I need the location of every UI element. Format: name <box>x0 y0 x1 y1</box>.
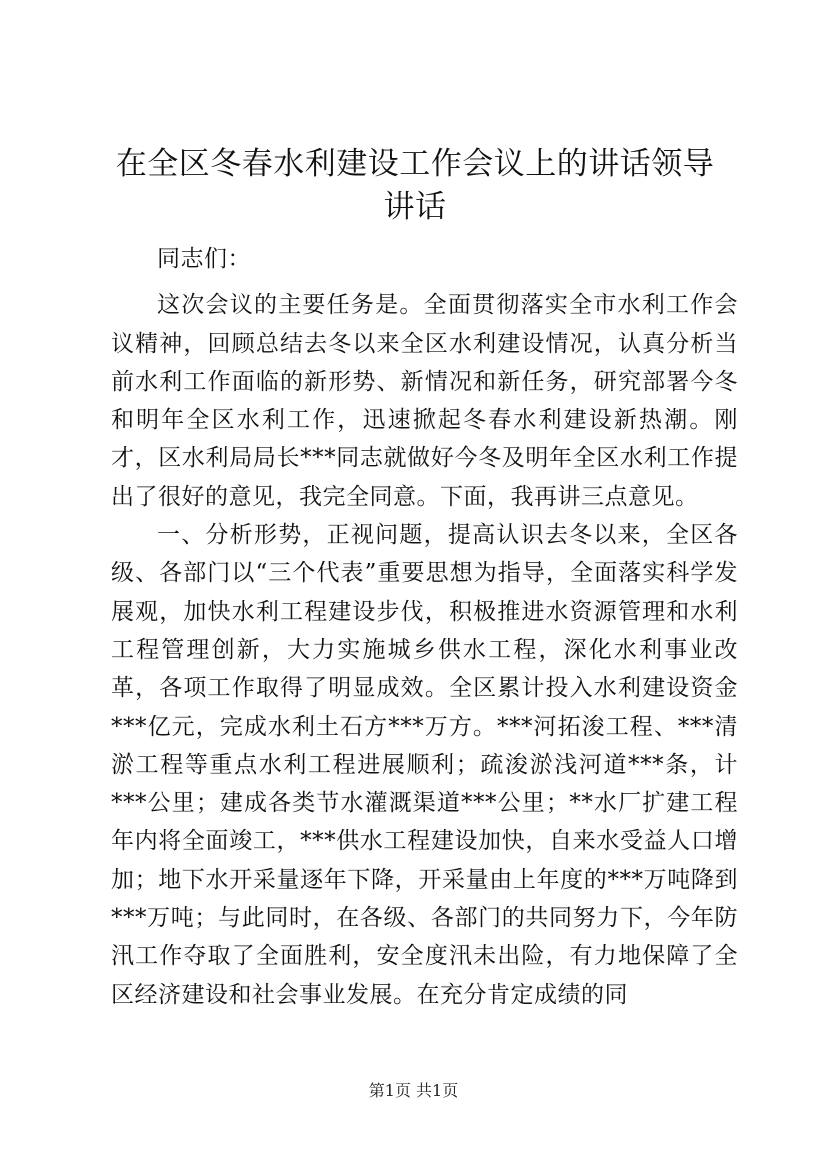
document-title: 在全区冬春水利建设工作会议上的讲话领导讲话 <box>115 146 715 225</box>
intro-paragraph: 这次会议的主要任务是。全面贯彻落实全市水利工作会议精神，回顾总结去冬以来全区水利建设情况，认真分析当前水利工作面临的新形势、新情况和新任务，研究部署今冬和明年全区水利工作，迅速掀起冬春水利建设新热潮。刚才，区水利局局长***同志就做好今冬及明年全区水利工作提出了很好的意见，我完全同意。下面，我再讲三点意见。 <box>111 292 738 510</box>
section-one-paragraph: 一、分析形势，正视问题，提高认识去冬以来，全区各级、各部门以“三个代表”重要思想为指导，全面落实科学发展观，加快水利工程建设步伐，积极推进水资源管理和水利工程管理创新，大力实施城乡供水工程，深化水利事业改革，各项工作取得了明显成效。全区累计投入水利建设资金***亿元，完成水利土石方***万方。***河拓浚工程、***清淤工程等重点水利工程进展顺利；疏浚淤浅河道***条，计***公里；建成各类节水灌溉渠道***公里；**水厂扩建工程年内将全面竣工，***供水工程建设加快，自来水受益人口增加；地下水开采量逐年下降，开采量由上年度的***万吨降到***万吨；与此同时，在各级、各部门的共同努力下，今年防汛工作夺取了全面胜利，安全度汛未出险，有力地保障了全区经济建设和社会事业发展。在充分肯定成绩的同 <box>111 522 738 1008</box>
page-number-footer: 第1页 共1页 <box>368 1081 459 1100</box>
document-body <box>111 240 738 1014</box>
greeting-paragraph: 同志们： <box>157 246 251 272</box>
